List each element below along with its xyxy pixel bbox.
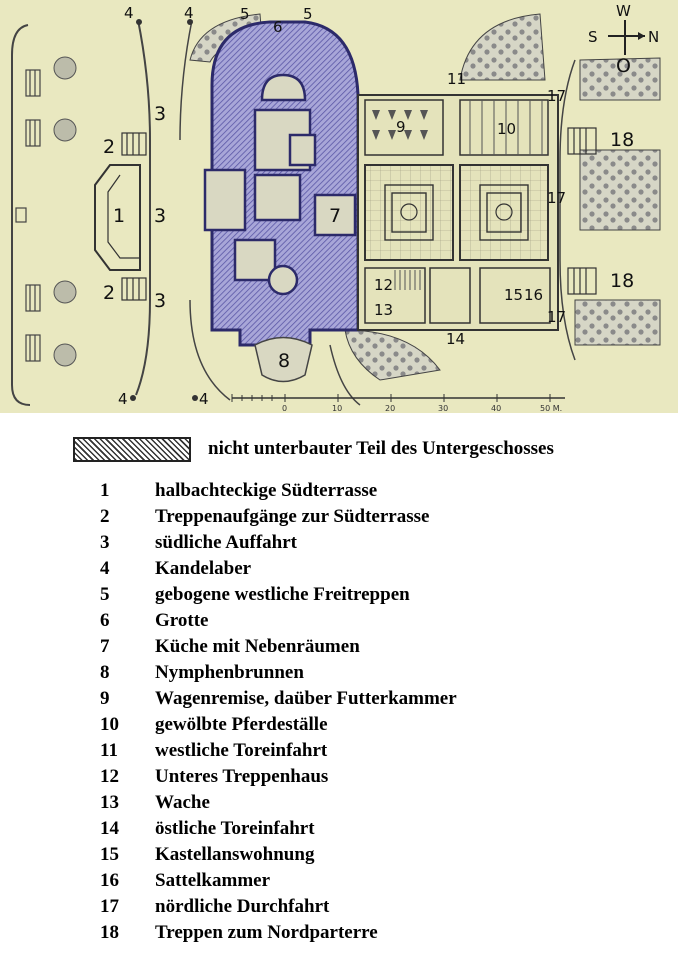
legend-number: 3 xyxy=(100,532,110,553)
scale-tick: 0 xyxy=(282,404,288,413)
legend-text: Treppen zum Nordparterre xyxy=(155,922,378,943)
legend-number: 5 xyxy=(100,584,110,605)
plan-label: 2 xyxy=(103,136,116,158)
compass-w-label: W xyxy=(616,2,631,20)
legend-number: 6 xyxy=(100,610,110,631)
plan-label: 3 xyxy=(154,103,167,125)
garden-bed-east xyxy=(345,330,440,380)
legend-number: 8 xyxy=(100,662,110,683)
legend-number: 1 xyxy=(100,480,110,501)
left-steps xyxy=(16,70,40,361)
plan-label: 9 xyxy=(396,118,406,136)
legend-text: Grotte xyxy=(155,610,209,631)
plan-label: 17 xyxy=(547,308,567,326)
plan-label: 5 xyxy=(303,5,313,23)
legend-text: südliche Auffahrt xyxy=(155,532,297,553)
scale-tick: 10 xyxy=(332,404,343,413)
compass-o-label: O xyxy=(616,55,631,77)
plan-label: 4 xyxy=(118,390,128,408)
garden-bed-north xyxy=(460,14,545,80)
plan-label: 8 xyxy=(278,350,291,372)
plan-label: 3 xyxy=(154,205,167,227)
legend-text: halbachteckige Südterrasse xyxy=(155,480,378,501)
scale-tick: 30 xyxy=(438,404,449,413)
legend-text: Kandelaber xyxy=(155,558,252,579)
legend-text: Sattelkammer xyxy=(155,870,271,891)
legend-text: östliche Toreinfahrt xyxy=(155,818,315,839)
plan-label: 11 xyxy=(447,70,467,88)
plan-label: 18 xyxy=(610,270,635,292)
plan-label: 3 xyxy=(154,290,167,312)
south-drive-curve xyxy=(136,20,150,395)
legend-number: 4 xyxy=(100,558,110,579)
legend-number: 7 xyxy=(100,636,110,657)
plan-label: 7 xyxy=(329,205,342,227)
hatch-key-text: nicht unterbauter Teil des Untergeschosses xyxy=(208,438,554,459)
legend-number: 13 xyxy=(100,792,119,813)
legend-text: nördliche Durchfahrt xyxy=(155,896,330,917)
legend-text: Wagenremise, daüber Futterkammer xyxy=(155,688,457,709)
plan-label: 4 xyxy=(184,4,194,22)
courtyard-east xyxy=(460,165,548,260)
legend-text: Nymphenbrunnen xyxy=(155,662,304,683)
scale-tick: 40 xyxy=(491,404,502,413)
legend-text: westliche Toreinfahrt xyxy=(155,740,328,761)
legend-number: 16 xyxy=(100,870,119,891)
legend-number: 17 xyxy=(100,896,119,917)
legend-text: Küche mit Nebenräumen xyxy=(155,636,360,657)
legend-text: gewölbte Pferdeställe xyxy=(155,714,328,735)
plan-label: 17 xyxy=(547,189,567,207)
compass-s-label: S xyxy=(588,28,598,46)
plan-label: 14 xyxy=(446,330,466,348)
plan-label: 16 xyxy=(524,286,544,304)
hatch-swatch xyxy=(73,437,191,462)
legend-number: 9 xyxy=(100,688,110,709)
legend-text: Treppenaufgänge zur Südterrasse xyxy=(155,506,430,527)
legend-number: 15 xyxy=(100,844,119,865)
legend-text: Wache xyxy=(155,792,210,813)
plan-label: 1 xyxy=(113,205,126,227)
scale-tick: 20 xyxy=(385,404,396,413)
plan-label: 13 xyxy=(374,301,394,319)
plan-label: 12 xyxy=(374,276,394,294)
scale-tick: 50 M. xyxy=(540,404,563,413)
floor-plan-drawing xyxy=(0,0,678,413)
legend-text: gebogene westliche Freitreppen xyxy=(155,584,410,605)
legend-number: 10 xyxy=(100,714,119,735)
plan-label: 2 xyxy=(103,282,116,304)
legend-text: Unteres Treppenhaus xyxy=(155,766,329,787)
legend-text: Kastellanswohnung xyxy=(155,844,315,865)
plan-label: 10 xyxy=(497,120,517,138)
plan-label: 17 xyxy=(547,87,567,105)
legend-number: 18 xyxy=(100,922,119,943)
legend-number: 14 xyxy=(100,818,119,839)
plan-label: 18 xyxy=(610,129,635,151)
plan-label: 4 xyxy=(124,4,134,22)
plan-label: 5 xyxy=(240,5,250,23)
compass-n-label: N xyxy=(648,28,660,46)
courtyard-west xyxy=(365,165,453,260)
terrace-stairs xyxy=(122,133,146,300)
floor-plan xyxy=(0,0,678,413)
shrubs-left xyxy=(54,57,76,366)
terrace-wall xyxy=(12,25,30,405)
legend-number: 12 xyxy=(100,766,119,787)
plan-label: 15 xyxy=(504,286,524,304)
plan-label: 6 xyxy=(273,18,283,36)
plan-label: 4 xyxy=(199,390,209,408)
legend-number: 2 xyxy=(100,506,110,527)
legend-number: 11 xyxy=(100,740,118,761)
